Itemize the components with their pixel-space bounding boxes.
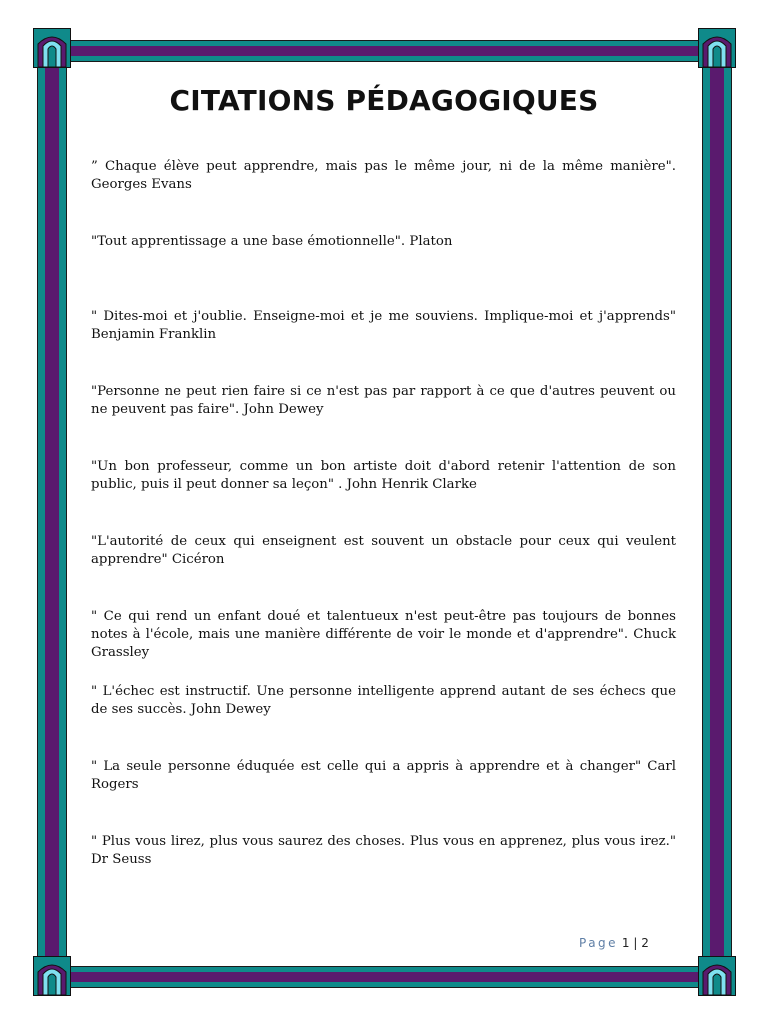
frame-top-border — [52, 40, 716, 62]
frame-bottom-border — [52, 966, 716, 988]
corner-ornament-icon — [698, 28, 736, 68]
corner-ornament-icon — [33, 28, 71, 68]
frame-right-border — [702, 52, 732, 976]
quote-item: "Tout apprentissage a une base émotionnelle". Platon — [91, 234, 453, 249]
quote-item: " La seule personne éduquée est celle qui a appris à apprendre et à changer" Carl Rogers — [91, 759, 676, 792]
page-label: Page — [579, 936, 619, 950]
page-title: CITATIONS PÉDAGOGIQUES — [169, 84, 599, 117]
frame-left-border — [37, 52, 67, 976]
page-total: 2 — [641, 936, 649, 950]
quote-item: " L'échec est instructif. Une personne intelligente apprend autant de ses échecs que de ses succès. John Dewey — [91, 684, 676, 717]
quote-item: " Ce qui rend un enfant doué et talentueux n'est peut-être pas toujours de bonnes notes à l'école, mais une manière différente de voir le monde et d'apprendre". Chuck Grassley — [91, 609, 676, 660]
corner-ornament-icon — [33, 956, 71, 996]
quote-item: ” Chaque élève peut apprendre, mais pas le même jour, ni de la même manière". Georges Evans — [91, 159, 676, 192]
corner-ornament-icon — [698, 956, 736, 996]
quote-item: " Dites-moi et j'oublie. Enseigne-moi et je me souviens. Implique-moi et j'apprends" Benjamin Franklin — [91, 309, 676, 342]
quote-list — [91, 158, 676, 908]
page-current: 1 — [621, 936, 630, 950]
quote-item: "L'autorité de ceux qui enseignent est souvent un obstacle pour ceux qui veulent apprendre" Cicéron — [91, 534, 676, 567]
quote-item: " Plus vous lirez, plus vous saurez des choses. Plus vous en apprenez, plus vous irez." Dr Seuss — [91, 834, 676, 867]
page-separator: | — [633, 936, 638, 950]
quote-item: "Personne ne peut rien faire si ce n'est pas par rapport à ce que d'autres peuvent ou ne peuvent pas faire". John Dewey — [91, 384, 676, 417]
page-number — [579, 936, 649, 950]
quote-item: "Un bon professeur, comme un bon artiste doit d'abord retenir l'attention de son public, puis il peut donner sa leçon" . John Henrik Clarke — [91, 459, 676, 492]
